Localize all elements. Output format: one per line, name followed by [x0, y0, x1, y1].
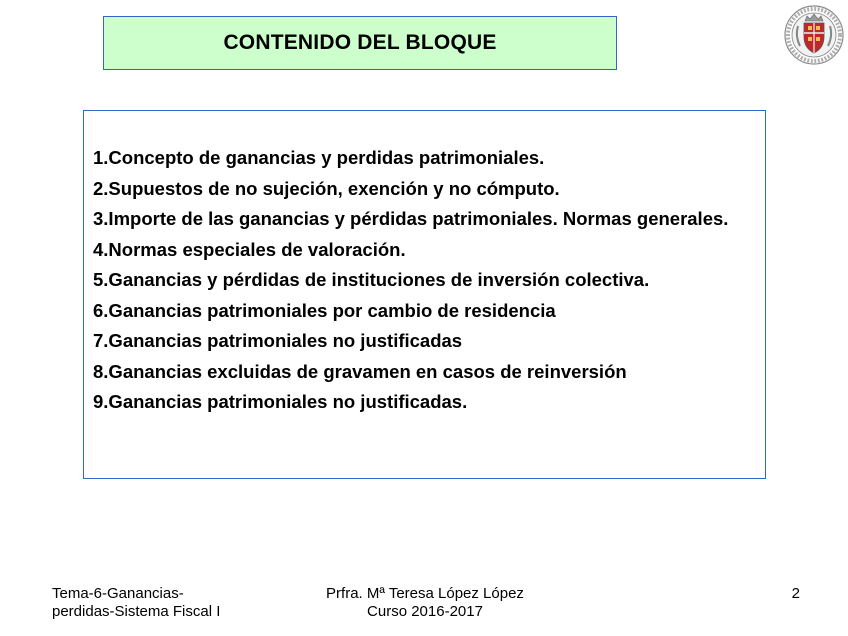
list-item: 6.Ganancias patrimoniales por cambio de residencia: [93, 299, 556, 321]
list-item: 3.Importe de las ganancias y pérdidas patrimoniales. Normas generales.: [93, 208, 729, 229]
page-number: 2: [791, 585, 800, 602]
contents-list: [93, 146, 753, 421]
footer-course-topic: Tema-6-Ganancias-perdidas-Sistema Fiscal I: [52, 585, 221, 620]
list-item: 2.Supuestos de no sujeción, exención y no cómputo.: [93, 177, 560, 199]
list-item: 1.Concepto de ganancias y perdidas patrimoniales.: [93, 147, 545, 168]
list-item: 8.Ganancias excluidas de gravamen en casos de reinversión: [93, 360, 627, 382]
slide-title-box: [103, 16, 617, 70]
crest-icon: [783, 4, 845, 66]
footer-author: [290, 585, 560, 621]
contents-box: [83, 110, 766, 479]
university-crest-logo: [783, 4, 845, 66]
list-item: 9.Ganancias patrimoniales no justificadas.: [93, 391, 468, 412]
list-item: 5.Ganancias y pérdidas de instituciones de inversión colectiva.: [93, 269, 650, 290]
footer-professor: Prfra. Mª Teresa López López: [326, 585, 524, 602]
slide-title: CONTENIDO DEL BLOQUE: [223, 31, 497, 54]
list-item: 4.Normas especiales de valoración.: [93, 238, 406, 260]
footer-course-year: Curso 2016-2017: [367, 603, 483, 620]
list-item: 7.Ganancias patrimoniales no justificadas: [93, 330, 463, 351]
